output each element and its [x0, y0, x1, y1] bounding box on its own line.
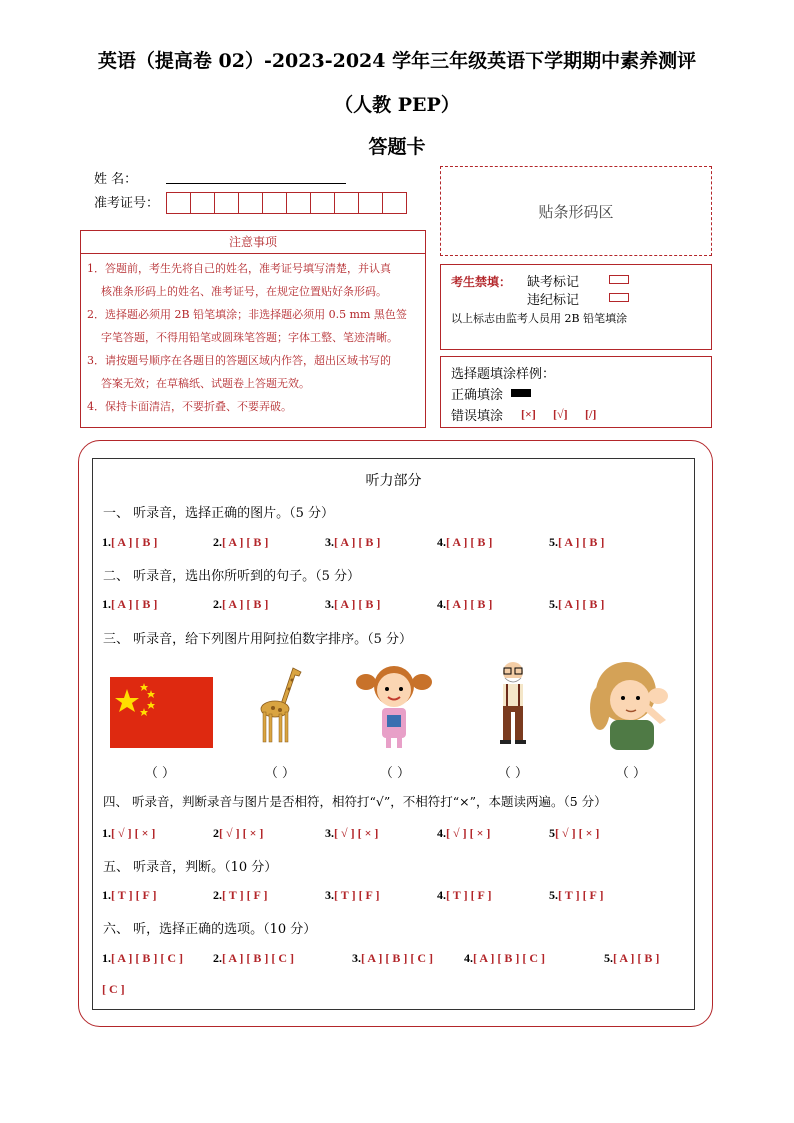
notice-box	[80, 230, 426, 428]
order-blank-5[interactable]: （ ）	[615, 766, 647, 781]
section6-heading: 六、 听，选择正确的选项。（10 分）	[103, 922, 317, 937]
order-blank-3[interactable]: （ ）	[379, 766, 411, 781]
q-number: 3.	[352, 951, 361, 965]
q-options[interactable]: [ A ] [ B ]	[222, 535, 269, 549]
giraffe-picture	[255, 664, 307, 744]
q-options[interactable]: [ A ] [ B ]	[558, 597, 605, 611]
q-options[interactable]: [ √ ] [ × ]	[334, 826, 379, 840]
s4-q3[interactable]	[325, 826, 378, 841]
q-options[interactable]: [ A ] [ B ]	[446, 535, 493, 549]
girl-thinking-picture	[588, 660, 676, 750]
section3-heading: 三、 听录音，给下列图片用阿拉伯数字排序。（5 分）	[103, 632, 413, 647]
id-cell[interactable]	[263, 192, 287, 214]
notice-line: 字笔答题，不得用铅笔或圆珠笔答题；字体工整、笔迹清晰。	[101, 331, 398, 344]
sample-filled-mark	[511, 389, 531, 397]
violation-mark[interactable]	[609, 293, 629, 302]
sample-correct-label: 正确填涂	[451, 388, 504, 403]
q-number: 1.	[102, 535, 111, 549]
q-options[interactable]: [ A ] [ B ]	[613, 951, 660, 965]
section2-heading: 二、 听录音，选出你所听到的句子。（5 分）	[103, 569, 361, 584]
china-flag-picture	[110, 677, 213, 748]
section5-heading: 五、 听录音，判断。（10 分）	[103, 860, 278, 875]
q-number: 2.	[213, 597, 222, 611]
q-options[interactable]: [ T ] [ F ]	[222, 888, 268, 902]
q-options[interactable]: [ A ] [ B ]	[334, 535, 381, 549]
section1-heading: 一、 听录音，选择正确的图片。（5 分）	[103, 506, 335, 521]
girl-picture	[354, 660, 434, 750]
name-line[interactable]	[166, 183, 346, 184]
q-number: 2.	[213, 888, 222, 902]
s6-q5-continued[interactable]	[102, 982, 125, 997]
notice-line: 核准条形码上的姓名、准考证号，在规定位置贴好条形码。	[101, 285, 387, 298]
q-options[interactable]: [ A ] [ B ] [ C ]	[361, 951, 433, 965]
q-number: 1.	[102, 826, 111, 840]
order-blank-1[interactable]: （ ）	[144, 766, 176, 781]
q-options[interactable]: [ C ]	[102, 982, 125, 996]
s6-q3[interactable]	[352, 951, 433, 966]
sample-wrong-label: 错误填涂	[451, 409, 504, 424]
id-cell[interactable]	[167, 192, 191, 214]
absent-mark[interactable]	[609, 275, 629, 284]
q-number: 3.	[325, 888, 334, 902]
id-cell[interactable]	[335, 192, 359, 214]
s5-q4[interactable]	[437, 888, 491, 903]
s5-q5[interactable]	[549, 888, 603, 903]
q-options[interactable]: [ A ] [ B ] [ C ]	[222, 951, 294, 965]
q-number: 2.	[213, 535, 222, 549]
id-label: 准考证号：	[94, 196, 160, 211]
s1-q2[interactable]	[213, 535, 268, 550]
forbidden-note: 以上标志由监考人员用 2B 铅笔填涂	[451, 312, 628, 325]
notice-line: 1．答题前，考生先将自己的姓名，准考证号填写清楚，并认真	[87, 262, 391, 275]
forbidden-label: 考生禁填：	[451, 275, 512, 289]
s2-q2[interactable]	[213, 597, 268, 612]
id-cell[interactable]	[191, 192, 215, 214]
s5-q3[interactable]	[325, 888, 379, 903]
q-number: 2	[213, 826, 219, 840]
id-grid[interactable]	[166, 192, 407, 214]
q-options[interactable]: [ A ] [ B ]	[446, 597, 493, 611]
notice-line: 答案无效；在草稿纸、试题卷上答题无效。	[101, 377, 310, 390]
s1-q4[interactable]	[437, 535, 492, 550]
wrong-mark-1: [×]	[521, 407, 536, 421]
name-label: 姓 名：	[94, 172, 138, 187]
exam-title-line2: （人教 PEP）	[334, 94, 460, 116]
q-number: 5.	[549, 888, 558, 902]
barcode-area	[440, 166, 712, 256]
s1-q5[interactable]	[549, 535, 604, 550]
q-number: 1.	[102, 597, 111, 611]
order-blank-2[interactable]: （ ）	[264, 766, 296, 781]
q-options[interactable]: [ √ ] [ × ]	[555, 826, 600, 840]
s2-q1[interactable]	[102, 597, 157, 612]
q-options[interactable]: [ A ] [ B ]	[334, 597, 381, 611]
barcode-label: 贴条形码区	[538, 202, 614, 221]
s2-q4[interactable]	[437, 597, 492, 612]
s4-q1[interactable]	[102, 826, 155, 841]
s4-q4[interactable]	[437, 826, 490, 841]
q-number: 5	[549, 826, 555, 840]
violation-label: 违纪标记	[527, 293, 580, 308]
q-number: 3.	[325, 597, 334, 611]
q-number: 4.	[437, 888, 446, 902]
q-options[interactable]: [ √ ] [ × ]	[446, 826, 491, 840]
q-number: 4.	[437, 535, 446, 549]
grandpa-picture	[490, 660, 536, 744]
s6-q1[interactable]	[102, 951, 183, 966]
q-options[interactable]: [ T ] [ F ]	[558, 888, 604, 902]
q-number: 3.	[325, 826, 334, 840]
notice-line: 4．保持卡面清洁，不要折叠、不要弄破。	[87, 400, 292, 413]
section4-heading: 四、 听录音，判断录音与图片是否相符，相符打“√”，不相符打“×”，本题读两遍。（5 分）	[103, 794, 607, 809]
s2-q3[interactable]	[325, 597, 380, 612]
s6-q4[interactable]	[464, 951, 545, 966]
id-cell[interactable]	[287, 192, 311, 214]
q-options[interactable]: [ A ] [ B ] [ C ]	[473, 951, 545, 965]
sample-box	[440, 356, 712, 428]
q-number: 4.	[464, 951, 473, 965]
q-options[interactable]: [ T ] [ F ]	[111, 888, 157, 902]
q-number: 5.	[549, 535, 558, 549]
q-number: 4.	[437, 826, 446, 840]
s1-q3[interactable]	[325, 535, 380, 550]
s5-q2[interactable]	[213, 888, 267, 903]
q-options[interactable]: [ A ] [ B ]	[222, 597, 269, 611]
sample-title: 选择题填涂样例：	[451, 367, 556, 382]
q-number: 5.	[604, 951, 613, 965]
s1-q1[interactable]	[102, 535, 157, 550]
q-number: 2.	[213, 951, 222, 965]
id-cell[interactable]	[383, 192, 407, 214]
q-options[interactable]: [ √ ] [ × ]	[111, 826, 156, 840]
q-options[interactable]: [ √ ] [ × ]	[219, 826, 264, 840]
notice-title: 注意事项	[81, 231, 425, 254]
q-options[interactable]: [ A ] [ B ] [ C ]	[111, 951, 183, 965]
wrong-mark-2: [√]	[553, 407, 568, 421]
listening-title: 听力部分	[365, 473, 422, 489]
notice-line: 3．请按题号顺序在各题目的答题区域内作答，超出区域书写的	[87, 354, 391, 367]
s4-q2[interactable]	[213, 826, 263, 841]
q-number: 3.	[325, 535, 334, 549]
id-cell[interactable]	[215, 192, 239, 214]
q-options[interactable]: [ A ] [ B ]	[558, 535, 605, 549]
q-number: 1.	[102, 888, 111, 902]
s5-q1[interactable]	[102, 888, 156, 903]
wrong-mark-3: [/]	[585, 407, 597, 421]
q-number: 4.	[437, 597, 446, 611]
q-options[interactable]: [ A ] [ B ]	[111, 597, 158, 611]
q-number: 1.	[102, 951, 111, 965]
s4-q5[interactable]	[549, 826, 599, 841]
exam-title: 英语（提高卷 02）-2023-2024 学年三年级英语下学期期中素养测评	[97, 50, 697, 72]
s2-q5[interactable]	[549, 597, 604, 612]
id-cell[interactable]	[359, 192, 383, 214]
id-cell[interactable]	[311, 192, 335, 214]
q-number: 5.	[549, 597, 558, 611]
absent-label: 缺考标记	[527, 275, 580, 290]
notice-line: 2．选择题必须用 2B 铅笔填涂；非选择题必须用 0.5 mm 黑色签	[87, 308, 407, 321]
q-options[interactable]: [ A ] [ B ]	[111, 535, 158, 549]
q-options[interactable]: [ T ] [ F ]	[446, 888, 492, 902]
s6-q2[interactable]	[213, 951, 294, 966]
order-blank-4[interactable]: （ ）	[497, 766, 529, 781]
s6-q5[interactable]	[604, 951, 659, 966]
forbidden-box	[440, 264, 712, 350]
answer-card-title: 答题卡	[368, 136, 426, 158]
id-cell[interactable]	[239, 192, 263, 214]
q-options[interactable]: [ T ] [ F ]	[334, 888, 380, 902]
